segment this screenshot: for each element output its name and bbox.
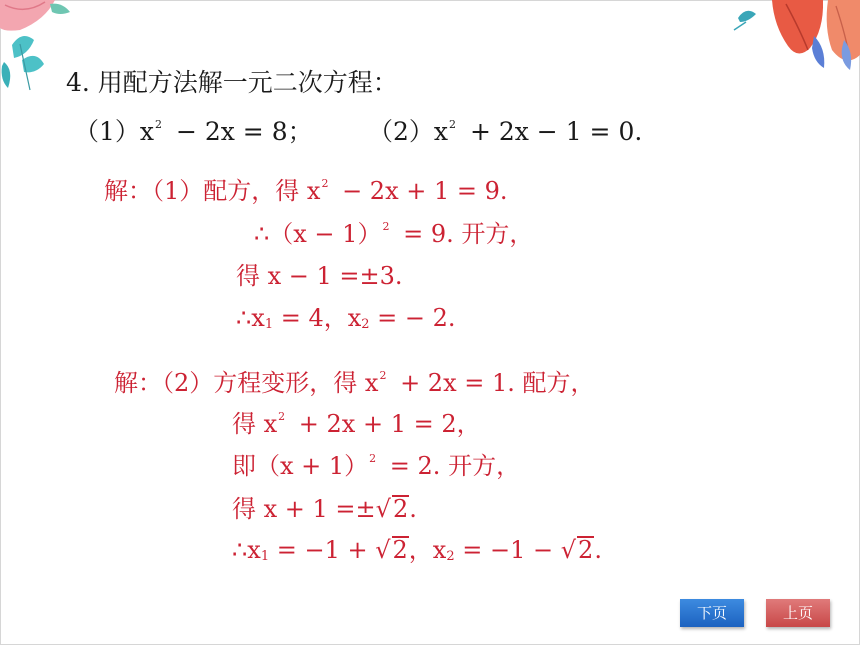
problem-1-text: （1）x: [74, 117, 155, 146]
problem-1: [74, 112, 313, 148]
previous-page-button[interactable]: 上页: [766, 599, 830, 627]
leaf-decoration-right: [728, 0, 860, 75]
radicand: 2: [392, 495, 409, 523]
exponent: 2: [382, 220, 390, 233]
solution-text: = 2. 开方，: [382, 452, 521, 480]
exponent: 2: [379, 369, 387, 382]
exponent: 2: [321, 177, 329, 190]
solution-1-line-1: [104, 171, 508, 206]
solution-text: − 2x + 1 = 9.: [334, 177, 508, 205]
solution-text: ，x: [408, 536, 447, 564]
solution-text: 即（x + 1）: [232, 452, 369, 480]
question-title: 4. 用配方法解一元二次方程：: [66, 68, 398, 97]
subscript: 2: [361, 317, 370, 332]
problem-2-text: （2）x: [368, 117, 449, 146]
subscript: 1: [264, 317, 274, 332]
problem-1-text-end: − 2x = 8；: [168, 117, 313, 146]
solution-text: + 2x + 1 = 2，: [291, 410, 481, 438]
solution-1-line-2: [254, 214, 533, 249]
exponent: 2: [278, 410, 286, 423]
sqrt-sign: √: [560, 536, 577, 564]
solution-text: = −1 −: [454, 536, 561, 564]
solution-text: ∴x: [236, 304, 265, 332]
solution-text: 得 x + 1 =±: [232, 495, 376, 523]
problem-2: [368, 112, 642, 148]
solution-text: ∴（x − 1）: [254, 220, 382, 248]
sqrt-sign: √: [375, 536, 391, 564]
solution-text: .: [594, 536, 602, 564]
solution-text: + 2x = 1. 配方，: [392, 369, 595, 397]
solution-text: = −1 +: [269, 536, 376, 564]
solution-2-line-3: [232, 446, 520, 481]
solution-text: = 9. 开方，: [395, 220, 534, 248]
exponent: 2: [369, 452, 377, 465]
solution-2-line-4: [232, 489, 417, 524]
sqrt-sign: √: [375, 495, 391, 523]
solution-text: 得 x: [232, 410, 278, 438]
radicand: 2: [578, 536, 594, 564]
solution-1-line-4: [236, 298, 456, 333]
solution-text: 解：（1）配方，得 x: [104, 177, 321, 205]
solution-text: = − 2.: [369, 304, 456, 332]
subscript: 1: [260, 549, 270, 564]
solution-text: .: [409, 495, 417, 523]
solution-1-line-3: 得 x − 1 =±3.: [236, 262, 403, 290]
solution-2-line-1: [114, 363, 595, 398]
solution-text: 解：（2）方程变形，得 x: [114, 369, 379, 397]
exponent: 2: [449, 118, 457, 131]
problem-2-text-end: + 2x − 1 = 0.: [462, 117, 643, 146]
exponent: 2: [155, 118, 163, 131]
subscript: 2: [446, 549, 455, 564]
solution-text: ∴x: [232, 536, 261, 564]
next-page-button[interactable]: 下页: [680, 599, 744, 627]
radicand: 2: [392, 536, 408, 564]
solution-text: = 4，x: [273, 304, 362, 332]
solution-2-line-5: [232, 530, 602, 565]
solution-2-line-2: [232, 404, 481, 439]
